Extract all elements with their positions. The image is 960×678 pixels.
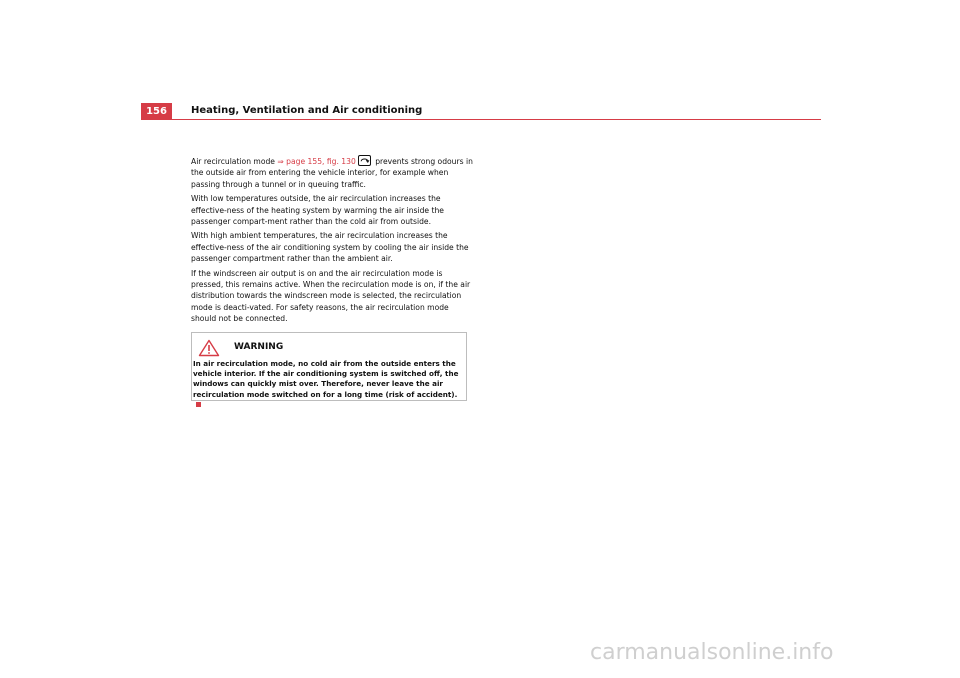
warning-text-content: In air recirculation mode, no cold air from the outside enters the vehicle interior. If the air conditioning system is switched off, the windows can quickly mist over. Therefore, never leave the air recirculation mode switched on for a long time (risk of accident). xyxy=(193,359,459,399)
end-square-icon xyxy=(196,402,201,407)
warning-box xyxy=(191,332,467,401)
body-text xyxy=(191,155,476,328)
paragraph-2: With low temperatures outside, the air recirculation increases the effective-ness of the heating system by warming the air inside the passenger compart-ment rather than the cold air from outside. xyxy=(191,194,444,227)
header-divider xyxy=(141,119,821,120)
warning-text xyxy=(193,359,463,410)
paragraph-1 xyxy=(191,155,476,190)
warning-header xyxy=(196,339,296,357)
watermark: carmanualsonline.info xyxy=(590,640,834,665)
warning-triangle-icon xyxy=(198,339,220,361)
page-number: 156 xyxy=(141,103,172,120)
page-reference-link[interactable]: ⇒ page 155, fig. 130 xyxy=(277,157,356,166)
warning-title: WARNING xyxy=(234,342,284,352)
paragraph-4: If the windscreen air output is on and the air recirculation mode is pressed, this remains active. When the recirculation mode is on, if the air distribution towards the windscreen mode is selected, the recirculation mode is deacti-vated. For safety reasons, the air recirculation mode should not be connected. xyxy=(191,268,471,324)
recirculation-icon xyxy=(358,155,371,166)
paragraph-1-lead: Air recirculation mode xyxy=(191,157,278,166)
paragraph-1-rest: prevents strong odours in the outside air from entering the vehicle interior, for example when passing through a tunnel or in queuing traffic. xyxy=(191,157,473,189)
page-header-title: Heating, Ventilation and Air conditioning xyxy=(191,105,423,116)
paragraph-3: With high ambient temperatures, the air recirculation increases the effective-ness of the air conditioning system by cooling the air inside the passenger compartment rather than the ambient air. xyxy=(191,231,469,264)
